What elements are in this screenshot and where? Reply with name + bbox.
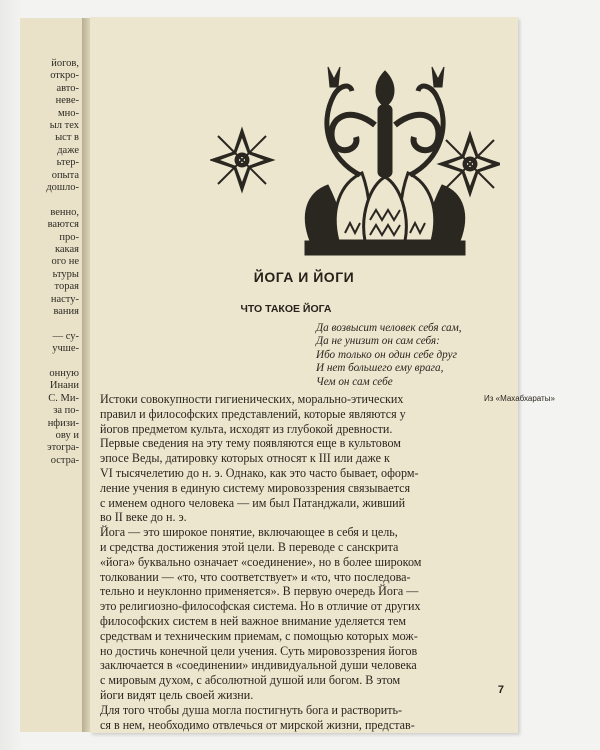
left-page-line: ову и (55, 430, 79, 441)
section-subtitle: ЧТО ТАКОЕ ЙОГА (240, 303, 332, 315)
body-line: с именем одного человека — им был Патанджали, живший (100, 495, 406, 510)
epigraph-line: Да не унизит он сам себя: (316, 335, 440, 348)
left-page-line: неве- (55, 95, 79, 107)
background-shadow (0, 0, 22, 750)
left-page-line: мно- (57, 107, 79, 119)
body-line: Для того чтобы душа могла постигнуть бога и растворить- (100, 702, 403, 717)
body-line: во II веке до н. э. (100, 510, 187, 525)
left-page-line: за по- (53, 405, 79, 417)
left-page-line: венно, (50, 206, 79, 218)
body-line: с мировым духом, с абсолютной душой или богом. В этом (100, 673, 401, 688)
body-line: правил и философских представлений, которые являются у (100, 406, 406, 421)
page-number: 7 (497, 684, 504, 696)
left-page-line: онную (49, 368, 79, 379)
folk-ornament-illustration (210, 65, 500, 271)
left-page-line: йогов, (51, 58, 79, 69)
epigraph-source: Из «Махабхараты» (484, 394, 555, 404)
epigraph (316, 322, 555, 404)
body-line: «йога» буквально означает «соединение», но в более широком (100, 554, 422, 569)
left-page-line: — су- (52, 330, 79, 342)
left-page-line: ваются (47, 219, 79, 231)
left-page-line: остра- (50, 454, 79, 466)
left-page-line: насту- (50, 293, 79, 305)
epigraph-line: И нет большего ему врага, (316, 362, 444, 375)
left-page-line: ого не (51, 256, 79, 268)
body-line: йоги видят цель своей жизни. (100, 687, 254, 702)
left-page-line: учше- (52, 343, 79, 355)
body-line: ся в нем, необходимо отвлечься от мирской жизни, представ- (100, 717, 415, 732)
left-page-line: вания (53, 306, 79, 317)
left-page-line: ыл тех (49, 120, 79, 131)
epigraph-line: Да возвысит человек себя сам, (316, 322, 462, 334)
left-page-edge (20, 18, 83, 732)
body-line: тельно и неуклонно применяется». В первую очередь Йога — (100, 584, 419, 599)
body-line: философских систем в ней важное внимание уделяется тем (100, 613, 407, 628)
epigraph-line: Чем он сам себе (316, 375, 393, 388)
left-page-line: откро- (50, 70, 79, 82)
left-page-line: этогра- (47, 442, 79, 454)
body-line: средствам и техническим приемам, с помощью которых мож- (100, 628, 418, 643)
left-page-line: опыта (51, 169, 79, 181)
body-line: VI тысячелетию до н. э. Однако, как это часто бывает, оформ- (100, 465, 419, 480)
body-line: но достичь конечной цели учения. Суть мировоззрения йогов (100, 643, 418, 658)
chapter-title: ЙОГА И ЙОГИ (253, 269, 355, 285)
body-line: Первые сведения на эту тему появляются еще в культовом (100, 436, 401, 451)
left-page-line: Инани (49, 380, 79, 392)
left-page-line: ьтер- (56, 157, 79, 169)
body-line: Истоки совокупности гигиенических, морально-этических (100, 392, 404, 406)
right-page (90, 17, 555, 733)
body-line: и средства достижения этой цели. В переводе с санскрита (100, 539, 399, 554)
left-page-line: какая (54, 244, 79, 255)
left-page-line: торая (54, 281, 79, 293)
body-line: эпосе Веды, датировку которых относят к III или даже к (100, 451, 390, 466)
body-line: это религиозно-философская система. Но в отличие от других (100, 599, 421, 614)
left-page-line: ьтуры (52, 268, 79, 280)
body-line: йогов предметом культа, исходят из глубокой древности. (100, 421, 393, 436)
body-line: ление учения в единую систему мировоззрения связывается (100, 480, 411, 495)
left-page-line: нфизи- (47, 417, 79, 429)
left-page-line: даже (57, 144, 79, 156)
body-text (100, 392, 506, 732)
left-page-line: С. Ми- (48, 392, 79, 404)
body-line: Йога — это широкое понятие, включающее в себя и цель, (100, 525, 398, 540)
epigraph-line: Ибо только он один себе друг (316, 348, 457, 361)
book-gutter (82, 18, 90, 732)
body-line: заключается в «соединении» индивидуальной души человека (100, 658, 417, 673)
left-page-line: ыст в (55, 132, 79, 144)
left-page-line: дошло- (46, 182, 79, 193)
left-page-line: про- (59, 231, 79, 243)
left-page-line: авто- (56, 82, 79, 94)
body-line: толковании — «то, что соответствует» и «то, что последова- (100, 569, 411, 584)
